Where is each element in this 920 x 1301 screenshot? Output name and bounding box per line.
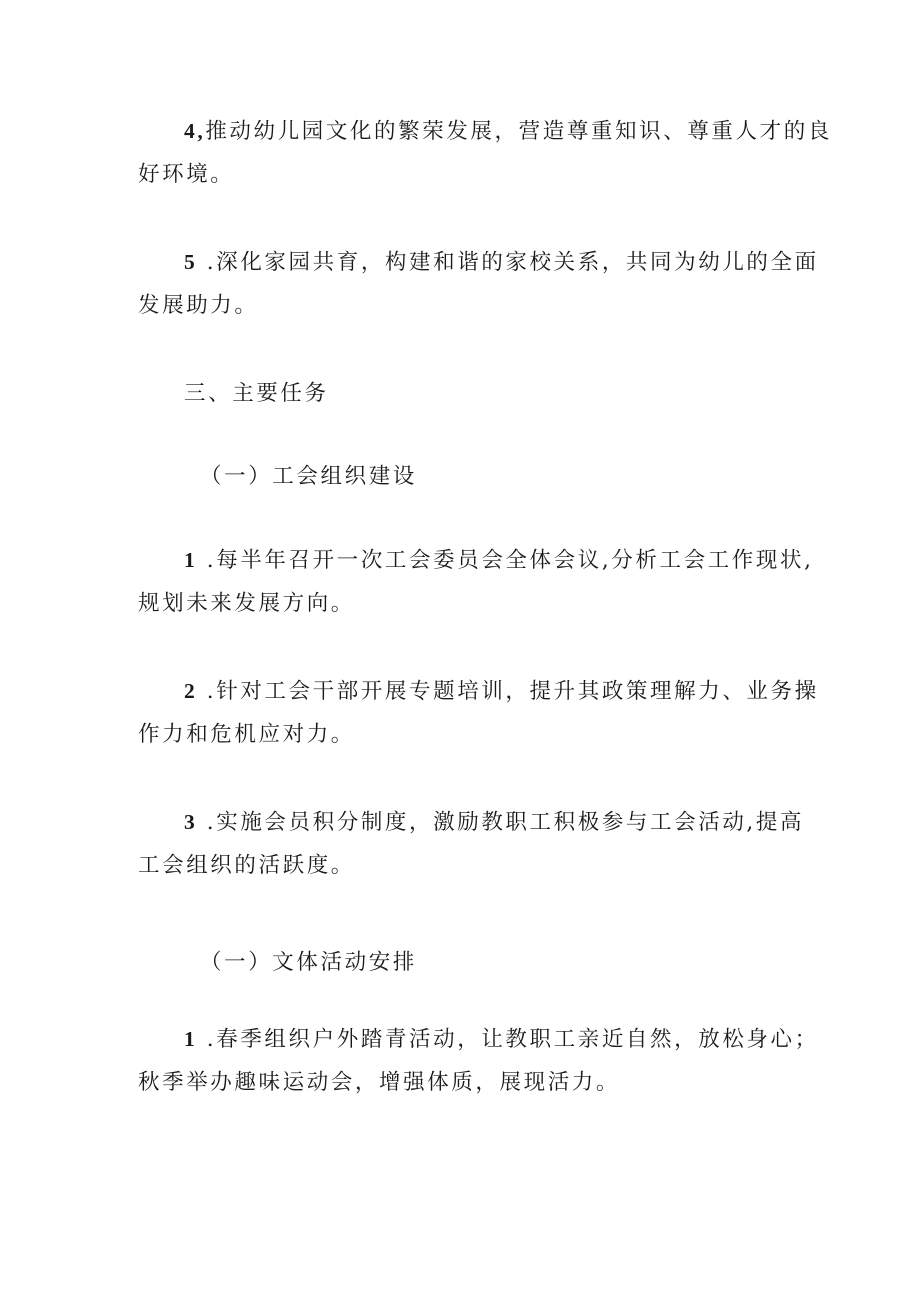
paragraph-line: 好环境。	[138, 162, 235, 187]
paragraph-5	[138, 241, 819, 327]
item-number: 4,	[184, 119, 206, 143]
paragraph-line	[138, 801, 805, 844]
paragraph-line: 工会组织的活跃度。	[138, 853, 355, 878]
item-number: 5	[184, 250, 198, 274]
item-number: 2	[184, 679, 198, 703]
paragraph-text: .实施会员积分制度，激励教职工积极参与工会活动,提高	[197, 810, 805, 835]
paragraph-line	[138, 241, 819, 284]
paragraph-4	[138, 110, 832, 196]
activity-item-1	[138, 1018, 819, 1104]
paragraph-line	[138, 539, 814, 582]
paragraph-text: .春季组织户外踏青活动，让教职工亲近自然，放松身心；	[197, 1027, 819, 1052]
paragraph-line	[138, 1018, 819, 1061]
union-item-1	[138, 539, 814, 625]
paragraph-line: 发展助力。	[138, 293, 259, 318]
section-heading-main-tasks: 三、主要任务	[184, 381, 329, 406]
paragraph-text: .针对工会干部开展专题培训，提升其政策理解力、业务操	[197, 679, 819, 704]
paragraph-line: 规划未来发展方向。	[138, 591, 355, 616]
paragraph-line	[138, 670, 819, 713]
item-number: 3	[184, 810, 198, 834]
paragraph-line: 作力和危机应对力。	[138, 722, 355, 747]
item-number: 1	[184, 1027, 198, 1051]
union-item-2	[138, 670, 819, 756]
paragraph-text: .每半年召开一次工会委员会全体会议,分析工会工作现状,	[197, 548, 814, 573]
paragraph-text: 推动幼儿园文化的繁荣发展，营造尊重知识、尊重人才的良	[205, 119, 832, 144]
paragraph-line: 秋季举办趣味运动会，增强体质，展现活力。	[138, 1070, 621, 1095]
union-item-3	[138, 801, 805, 887]
item-number: 1	[184, 548, 198, 572]
subsection-heading-union: （一）工会组织建设	[200, 464, 417, 489]
paragraph-text: .深化家园共育，构建和谐的家校关系，共同为幼儿的全面	[197, 250, 819, 275]
paragraph-line	[138, 110, 832, 153]
subsection-heading-activities: （一）文体活动安排	[200, 950, 417, 975]
